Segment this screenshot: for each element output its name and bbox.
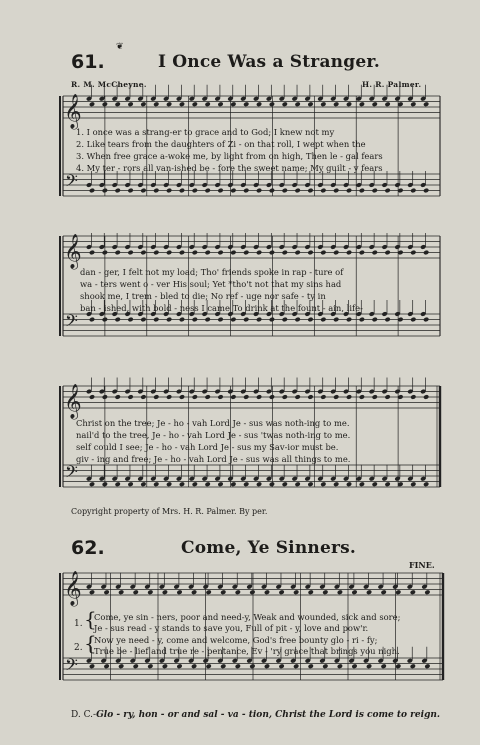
note-head (153, 394, 159, 400)
note-head (191, 589, 197, 595)
note-head (102, 394, 108, 400)
note-head (423, 250, 429, 256)
note-head (372, 394, 378, 400)
note-head (264, 663, 270, 669)
note-head (115, 101, 121, 107)
note-head (140, 101, 146, 107)
note-head (243, 101, 249, 107)
note-head (295, 481, 301, 487)
note-head (278, 663, 284, 669)
note-head (118, 663, 124, 669)
note-head (295, 394, 301, 400)
note-head (282, 394, 288, 400)
note-head (133, 589, 139, 595)
lyric-line: giv - ing and free; Je - ho - vah Lord Je - sus was all things to me. (76, 454, 351, 464)
note-head (140, 188, 146, 194)
clef-icon: 𝄢 (65, 654, 78, 679)
note-head (424, 663, 430, 669)
hymn-62-title: Come, Ye Sinners. (181, 538, 357, 558)
note-head (423, 101, 429, 107)
verse-number: 1. (74, 619, 83, 629)
lyric-line: wa - ters went o - ver His soul; Yet *tho't not that my sins had (80, 279, 342, 289)
note-head (191, 663, 197, 669)
note-head (384, 317, 390, 323)
note-head (243, 394, 249, 400)
note-head (217, 394, 223, 400)
note-head (89, 394, 95, 400)
note-head (293, 589, 299, 595)
clef-icon: 𝄢 (65, 461, 78, 486)
note-head (205, 188, 211, 194)
note-head (320, 394, 326, 400)
note-head (337, 589, 343, 595)
note-head (346, 101, 352, 107)
fine-marking: FINE. (409, 560, 435, 570)
lyric-line: Christ on the tree; Je - ho - vah Lord Je - sus was noth-ing to me. (76, 418, 350, 428)
note-head (205, 250, 211, 256)
note-head (153, 317, 159, 323)
note-head (307, 101, 313, 107)
note-head (153, 250, 159, 256)
note-head (269, 317, 275, 323)
note-head (346, 394, 352, 400)
clef-icon: 𝄞 (64, 384, 82, 419)
note-head (205, 481, 211, 487)
note-head (192, 317, 198, 323)
note-head (205, 317, 211, 323)
note-head (162, 663, 168, 669)
note-head (410, 250, 416, 256)
note-head (308, 663, 314, 669)
note-head (179, 188, 185, 194)
note-head (381, 663, 387, 669)
note-head (384, 394, 390, 400)
note-head (179, 101, 185, 107)
note-head (217, 481, 223, 487)
da-capo-line (71, 710, 440, 720)
note-head (381, 589, 387, 595)
note-head (337, 663, 343, 669)
note-head (127, 250, 133, 256)
note-head (205, 101, 211, 107)
note-head (217, 317, 223, 323)
note-head (243, 317, 249, 323)
note-head (359, 250, 365, 256)
note-head (346, 481, 352, 487)
note-head (307, 317, 313, 323)
note-head (395, 589, 401, 595)
clef-icon: 𝄞 (64, 571, 82, 606)
note-head (346, 317, 352, 323)
note-head (351, 589, 357, 595)
verse-brace: { (84, 631, 97, 655)
note-head (206, 589, 212, 595)
note-head (140, 481, 146, 487)
note-head (235, 663, 241, 669)
copyright-notice: Copyright property of Mrs. H. R. Palmer. By per. (71, 507, 268, 516)
note-head (230, 394, 236, 400)
clef-icon: 𝄢 (65, 310, 78, 335)
note-head (179, 394, 185, 400)
note-head (269, 101, 275, 107)
note-head (127, 317, 133, 323)
note-head (295, 317, 301, 323)
note-head (166, 188, 172, 194)
lyric-line: Now ye need - y, come and welcome, God's free bounty glo - ri - fy; (94, 635, 378, 645)
note-head (243, 250, 249, 256)
note-head (235, 589, 241, 595)
note-head (269, 188, 275, 194)
note-head (295, 188, 301, 194)
note-head (282, 481, 288, 487)
note-head (217, 101, 223, 107)
note-head (333, 101, 339, 107)
note-head (166, 101, 172, 107)
note-head (230, 101, 236, 107)
note-head (359, 394, 365, 400)
note-head (278, 589, 284, 595)
note-head (192, 188, 198, 194)
note-head (359, 188, 365, 194)
ornament-icon: ❦ (116, 42, 124, 52)
note-head (322, 589, 328, 595)
note-head (269, 481, 275, 487)
note-head (423, 317, 429, 323)
note-head (249, 589, 255, 595)
lyric-line: shook me, I trem - bled to die; No ref - uge nor safe - ty in (80, 291, 326, 301)
note-head (366, 663, 372, 669)
note-head (320, 250, 326, 256)
note-head (423, 394, 429, 400)
note-head (147, 663, 153, 669)
note-head (384, 250, 390, 256)
note-head (256, 317, 262, 323)
note-head (256, 188, 262, 194)
note-head (166, 394, 172, 400)
note-head (153, 188, 159, 194)
note-head (192, 481, 198, 487)
note-head (320, 481, 326, 487)
verse-brace: { (84, 607, 97, 631)
note-head (256, 481, 262, 487)
note-head (384, 188, 390, 194)
note-head (89, 663, 95, 669)
note-head (333, 250, 339, 256)
note-head (282, 317, 288, 323)
note-head (230, 188, 236, 194)
hymn-61-number: 61. (71, 51, 105, 73)
note-head (322, 663, 328, 669)
note-head (89, 250, 95, 256)
note-head (166, 250, 172, 256)
note-head (351, 663, 357, 669)
note-head (133, 663, 139, 669)
lyric-line: self could I see; Je - ho - vah Lord Je - sus my Sav-ior must be. (76, 442, 339, 452)
note-head (140, 317, 146, 323)
note-head (179, 317, 185, 323)
note-head (102, 250, 108, 256)
note-head (115, 394, 121, 400)
note-head (206, 663, 212, 669)
note-head (217, 188, 223, 194)
note-head (410, 481, 416, 487)
note-head (333, 481, 339, 487)
note-head (359, 317, 365, 323)
note-head (127, 394, 133, 400)
note-head (395, 663, 401, 669)
note-head (89, 188, 95, 194)
note-head (333, 188, 339, 194)
note-head (333, 394, 339, 400)
note-head (410, 317, 416, 323)
note-head (103, 663, 109, 669)
hymn-61-author: R. M. McCheyne. (71, 80, 147, 89)
note-head (372, 481, 378, 487)
note-head (127, 481, 133, 487)
note-head (423, 481, 429, 487)
hymn-61-title: I Once Was a Stranger. (158, 52, 381, 72)
note-head (115, 188, 121, 194)
note-head (192, 394, 198, 400)
note-head (230, 250, 236, 256)
lyric-line: 3. When free grace a-woke me, by light from on high, Then le - gal fears (76, 151, 383, 161)
note-head (89, 101, 95, 107)
note-head (269, 250, 275, 256)
note-head (307, 250, 313, 256)
note-head (320, 317, 326, 323)
note-head (230, 481, 236, 487)
note-head (205, 394, 211, 400)
note-head (140, 250, 146, 256)
lyric-line: ban - ished, with bold - ness I came To drink at the fount - ain, life- (80, 303, 363, 313)
note-head (256, 394, 262, 400)
note-head (192, 101, 198, 107)
lyric-line: Come, ye sin - ners, poor and need-y, Weak and wounded, sick and sore; (94, 612, 401, 622)
clef-icon: 𝄞 (64, 94, 82, 129)
note-head (217, 250, 223, 256)
note-head (359, 101, 365, 107)
lyric-line: nail'd to the tree, Je - ho - vah Lord Je - sus 'twas noth-ing to me. (76, 430, 351, 440)
lyric-line: 2. Like tears from the daughters of Zi - on that roll, I wept when the (76, 139, 366, 149)
note-head (102, 101, 108, 107)
note-head (320, 188, 326, 194)
note-head (127, 101, 133, 107)
note-head (307, 481, 313, 487)
note-head (176, 663, 182, 669)
note-head (308, 589, 314, 595)
lyric-line: dan - ger, I felt not my load; Tho' friends spoke in rap - ture of (80, 267, 344, 277)
note-head (256, 250, 262, 256)
note-head (102, 188, 108, 194)
note-head (410, 663, 416, 669)
note-head (269, 394, 275, 400)
note-head (320, 101, 326, 107)
note-head (166, 317, 172, 323)
note-head (282, 250, 288, 256)
note-head (166, 481, 172, 487)
note-head (295, 250, 301, 256)
note-head (384, 101, 390, 107)
note-head (307, 188, 313, 194)
note-head (410, 188, 416, 194)
note-head (307, 394, 313, 400)
note-head (89, 589, 95, 595)
note-head (372, 101, 378, 107)
note-head (243, 188, 249, 194)
note-head (153, 481, 159, 487)
note-head (220, 589, 226, 595)
hymn-62-number: 62. (71, 537, 105, 559)
da-capo-text: Glo - ry, hon - or and sal - va - tion, Christ the Lord is come to reign. (96, 710, 441, 720)
lyric-line: 1. I once was a strang-er to grace and to God; I knew not my (76, 127, 335, 137)
note-head (118, 589, 124, 595)
note-head (243, 481, 249, 487)
note-head (366, 589, 372, 595)
note-head (115, 481, 121, 487)
note-head (333, 317, 339, 323)
note-head (102, 481, 108, 487)
note-head (147, 589, 153, 595)
verse-number: 2. (74, 643, 83, 653)
note-head (384, 481, 390, 487)
note-head (115, 317, 121, 323)
note-head (115, 250, 121, 256)
note-head (346, 188, 352, 194)
note-head (295, 101, 301, 107)
note-head (372, 188, 378, 194)
note-head (346, 250, 352, 256)
note-head (282, 101, 288, 107)
note-head (127, 188, 133, 194)
note-head (359, 481, 365, 487)
note-head (162, 589, 168, 595)
note-head (192, 250, 198, 256)
note-head (153, 101, 159, 107)
note-head (372, 317, 378, 323)
note-head (410, 101, 416, 107)
note-head (179, 481, 185, 487)
clef-icon: 𝄢 (65, 170, 78, 195)
note-head (293, 663, 299, 669)
note-head (140, 394, 146, 400)
clef-icon: 𝄞 (64, 234, 82, 269)
note-head (264, 589, 270, 595)
note-head (176, 589, 182, 595)
note-head (410, 394, 416, 400)
note-head (249, 663, 255, 669)
da-capo-prefix: D. C.- (71, 710, 97, 720)
note-head (220, 663, 226, 669)
note-head (423, 188, 429, 194)
note-head (89, 317, 95, 323)
note-head (102, 317, 108, 323)
note-head (89, 481, 95, 487)
hymn-61-composer: H. R. Palmer. (362, 80, 422, 89)
note-head (424, 589, 430, 595)
note-head (282, 188, 288, 194)
note-head (410, 589, 416, 595)
note-head (256, 101, 262, 107)
lyric-line: Je - sus read - y stands to save you, Full of pit - y, love and pow'r. (94, 623, 369, 633)
note-head (103, 589, 109, 595)
note-head (230, 317, 236, 323)
note-head (372, 250, 378, 256)
note-head (179, 250, 185, 256)
lyric-line: 4. My ter - rors all van-ished be - fore the sweet name; My guilt - y fears (76, 163, 383, 173)
lyric-line: True be - lief and true re - pentance, Ev - 'ry grace that brings you nigh. (94, 646, 400, 656)
